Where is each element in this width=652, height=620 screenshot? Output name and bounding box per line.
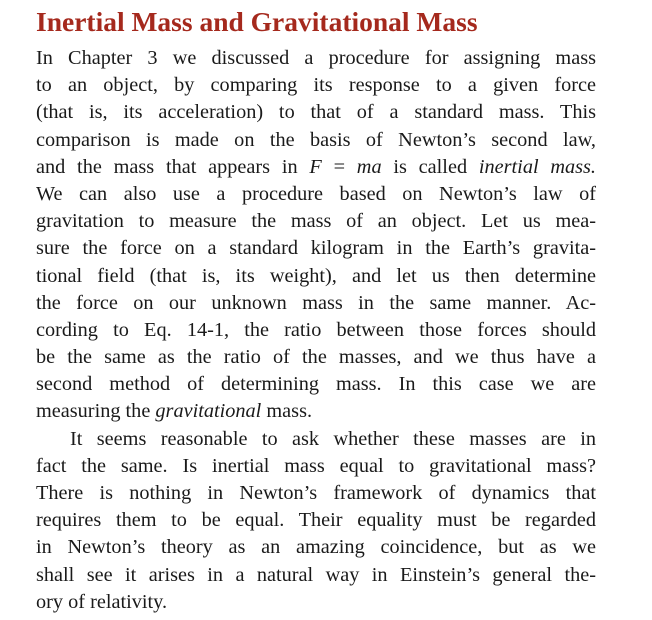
text-line: second method of determining mass. In this case we are [36, 373, 596, 396]
text-line: It seems reasonable to ask whether these masses are in [70, 427, 596, 450]
text-line: sure the force on a standard kilogram in the Earth’s gravita- [36, 237, 596, 260]
text-line: (that is, its acceleration) to that of a standard mass. This [36, 101, 596, 124]
text-line: gravitation to measure the mass of an object. Let us mea- [36, 210, 596, 233]
text-line: fact the same. Is inertial mass equal to gravitational mass? [36, 454, 596, 477]
text-line: the force on our unknown mass in the same manner. Ac- [36, 291, 596, 314]
text-line: In Chapter 3 we discussed a procedure for assigning mass [36, 47, 596, 69]
text-run: measuring the [36, 400, 156, 423]
text-line: requires them to be equal. Their equality must be regarded [36, 509, 596, 532]
text-line [36, 398, 596, 425]
section-heading: Inertial Mass and Gravitational Mass [36, 6, 478, 37]
text-line: There is nothing in Newton’s framework of dynamics that [36, 482, 596, 504]
text-line: in Newton’s theory as an amazing coincidence, but as we [36, 536, 596, 559]
text-line: tional field (that is, its weight), and let us then determine [36, 264, 596, 287]
paragraph-1 [36, 45, 596, 426]
text-line: to an object, by comparing its response to a given force [36, 74, 596, 97]
term-inertial-mass: inertial mass. [478, 155, 597, 178]
text-line: comparison is made on the basis of Newton’s second law, [36, 128, 596, 151]
equation-equals: = [321, 155, 357, 178]
textbook-page [36, 0, 596, 616]
equation-symbol-ma: ma [356, 155, 382, 178]
term-gravitational: gravitational [155, 400, 262, 423]
text-run: and the mass that appears in [36, 155, 310, 178]
equation-symbol-f: F [309, 155, 322, 178]
text-line: cording to Eq. 14-1, the ratio between those forces should [36, 318, 596, 341]
text-line-with-equation [36, 154, 596, 181]
text-line: be the same as the ratio of the masses, and we thus have a [36, 346, 596, 369]
text-run: is called [381, 155, 479, 178]
text-line: ory of relativity. [36, 590, 168, 613]
paragraph-2 [36, 426, 596, 616]
text-line: We can also use a procedure based on Newton’s law of [36, 182, 596, 205]
text-line: shall see it arises in a natural way in Einstein’s general the- [36, 563, 596, 586]
text-run: mass. [261, 400, 313, 423]
